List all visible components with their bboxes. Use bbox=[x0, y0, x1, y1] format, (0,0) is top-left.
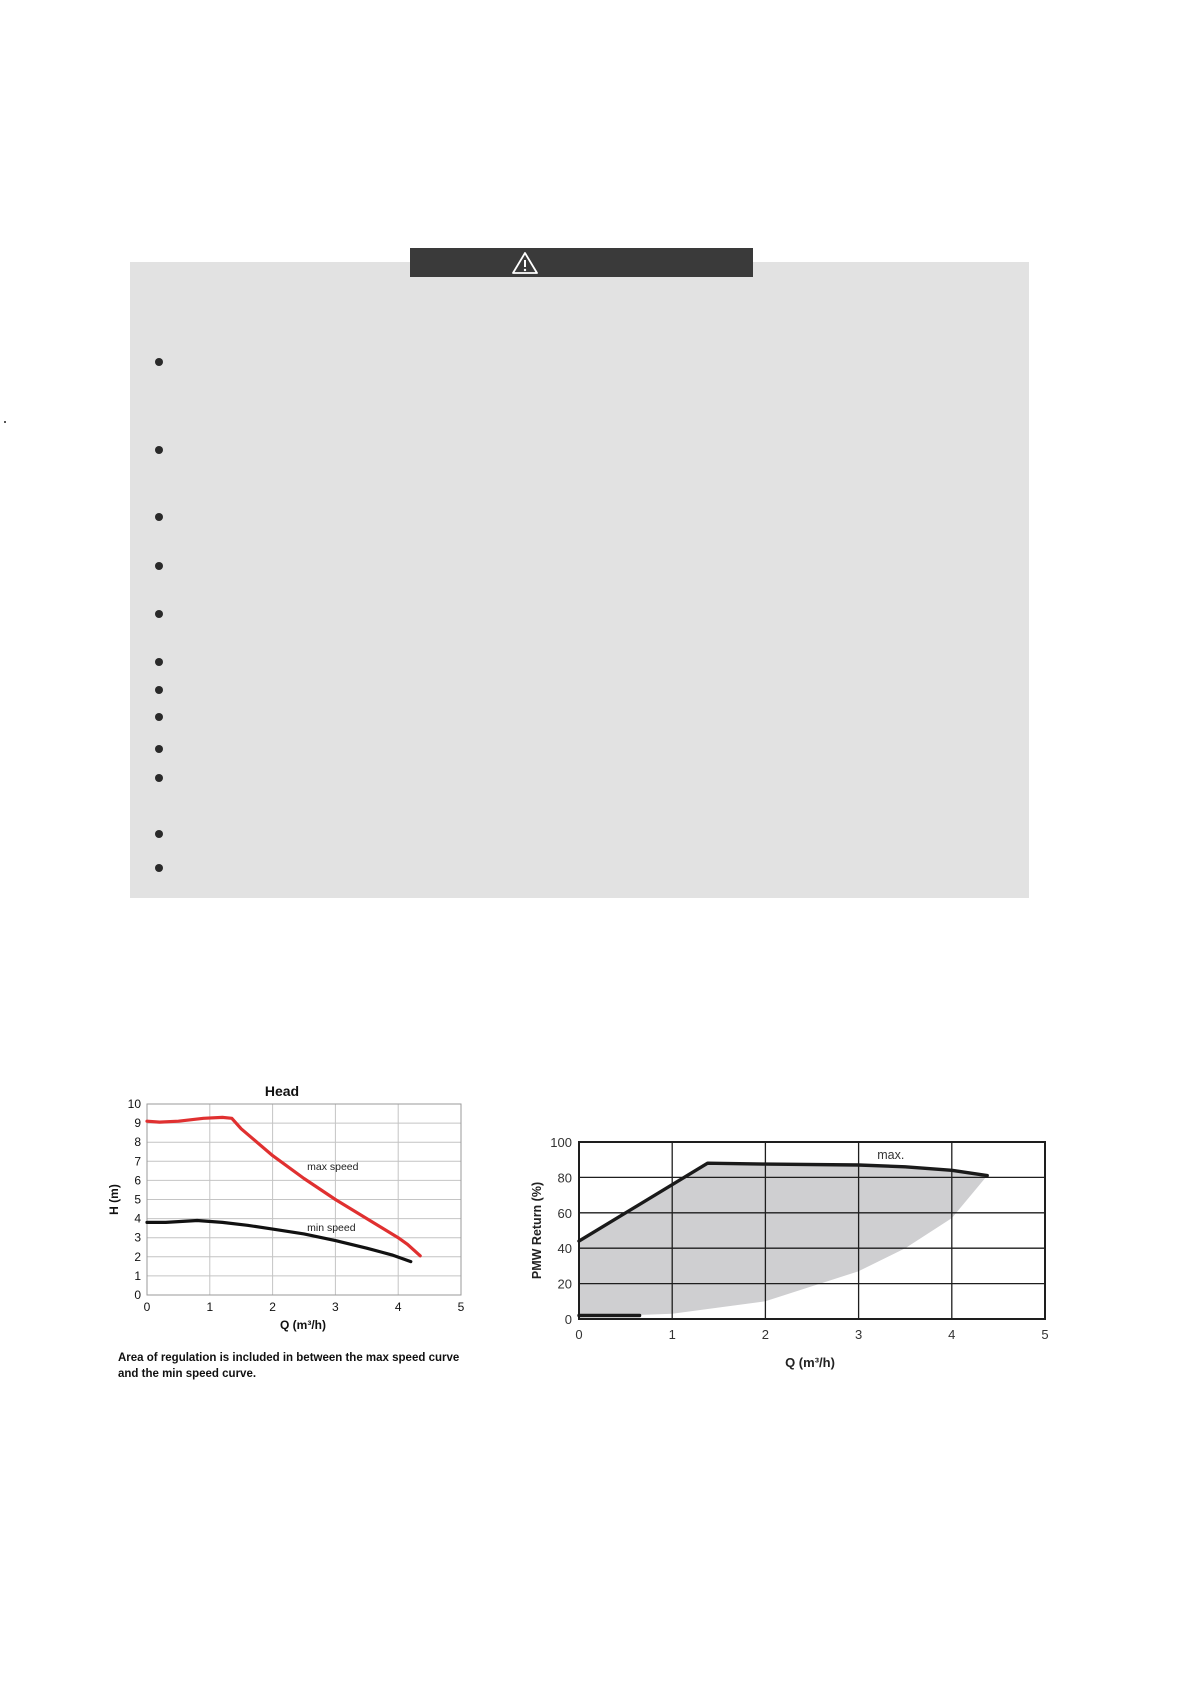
min-speed-line bbox=[147, 1221, 411, 1262]
pmw-xtick-label: 2 bbox=[761, 1327, 770, 1342]
notice-bullet bbox=[155, 562, 163, 570]
head-xtick-label: 1 bbox=[206, 1300, 214, 1314]
head-xtick-label: 4 bbox=[394, 1300, 402, 1314]
notice-bullet bbox=[155, 358, 163, 366]
pmw-ytick-label: 80 bbox=[557, 1170, 572, 1186]
max-speed-line bbox=[147, 1117, 420, 1255]
notice-box bbox=[130, 262, 1029, 898]
head-x-axis-label: Q (m³/h) bbox=[280, 1318, 326, 1332]
notice-bullet bbox=[155, 713, 163, 721]
notice-bullet bbox=[155, 864, 163, 872]
chart-caption bbox=[118, 1350, 498, 1382]
pmw-ytick-label: 20 bbox=[557, 1276, 572, 1292]
pmw-ytick-label: 100 bbox=[550, 1135, 572, 1150]
head-ytick-label: 5 bbox=[134, 1192, 141, 1207]
head-ytick-label: 2 bbox=[134, 1249, 141, 1264]
pmw-xtick-label: 0 bbox=[575, 1327, 583, 1342]
warning-triangle-icon bbox=[511, 251, 539, 275]
notice-bullet bbox=[155, 774, 163, 782]
head-ytick-label: 1 bbox=[134, 1268, 141, 1283]
notice-bullet bbox=[155, 446, 163, 454]
max-return-line bbox=[579, 1163, 987, 1241]
head-chart-title: Head bbox=[264, 1083, 300, 1099]
head-plot-frame bbox=[147, 1104, 461, 1295]
head-xtick-label: 3 bbox=[332, 1300, 339, 1314]
pmw-plot-frame bbox=[579, 1142, 1045, 1319]
notice-bullet bbox=[155, 610, 163, 618]
pmw-ytick-label: 40 bbox=[557, 1241, 572, 1257]
max-annotation: max. bbox=[877, 1147, 905, 1162]
notice-bullet bbox=[155, 658, 163, 666]
head-y-axis-label: H (m) bbox=[107, 1184, 121, 1215]
min-speed-annotation: min speed bbox=[307, 1222, 356, 1235]
stray-mark bbox=[4, 421, 6, 423]
head-ytick-label: 10 bbox=[127, 1097, 141, 1111]
head-ytick-label: 3 bbox=[134, 1230, 141, 1245]
head-ytick-label: 9 bbox=[134, 1116, 141, 1131]
head-ytick-label: 6 bbox=[134, 1173, 141, 1188]
caption-line-2: and the min speed curve. bbox=[118, 1368, 257, 1380]
head-ytick-label: 7 bbox=[134, 1154, 141, 1169]
notice-bullet bbox=[155, 745, 163, 753]
pmw-xtick-label: 4 bbox=[948, 1327, 956, 1342]
max-speed-annotation: max speed bbox=[307, 1160, 359, 1173]
head-ytick-label: 8 bbox=[134, 1135, 141, 1150]
pmw-ytick-label: 0 bbox=[564, 1312, 572, 1327]
notice-header-tab bbox=[410, 248, 753, 277]
pmw-ytick-label: 60 bbox=[557, 1205, 572, 1221]
pmw-x-axis-label: Q (m³/h) bbox=[785, 1355, 835, 1370]
pmw-xtick-label: 3 bbox=[854, 1327, 863, 1342]
head-xtick-label: 2 bbox=[269, 1300, 276, 1314]
caption-line-1: Area of regulation is included in between the max speed curve bbox=[118, 1352, 460, 1364]
pmw-xtick-label: 5 bbox=[1041, 1327, 1049, 1342]
pmw-y-axis-label: PMW Return (%) bbox=[530, 1181, 544, 1280]
head-xtick-label: 5 bbox=[457, 1300, 465, 1314]
head-ytick-label: 0 bbox=[134, 1288, 141, 1302]
notice-bullet bbox=[155, 513, 163, 521]
notice-bullet bbox=[155, 830, 163, 838]
pmw-xtick-label: 1 bbox=[668, 1327, 676, 1342]
regulation-area bbox=[579, 1163, 987, 1317]
head-xtick-label: 0 bbox=[143, 1300, 151, 1314]
notice-bullet bbox=[155, 686, 163, 694]
head-ytick-label: 4 bbox=[134, 1211, 141, 1226]
